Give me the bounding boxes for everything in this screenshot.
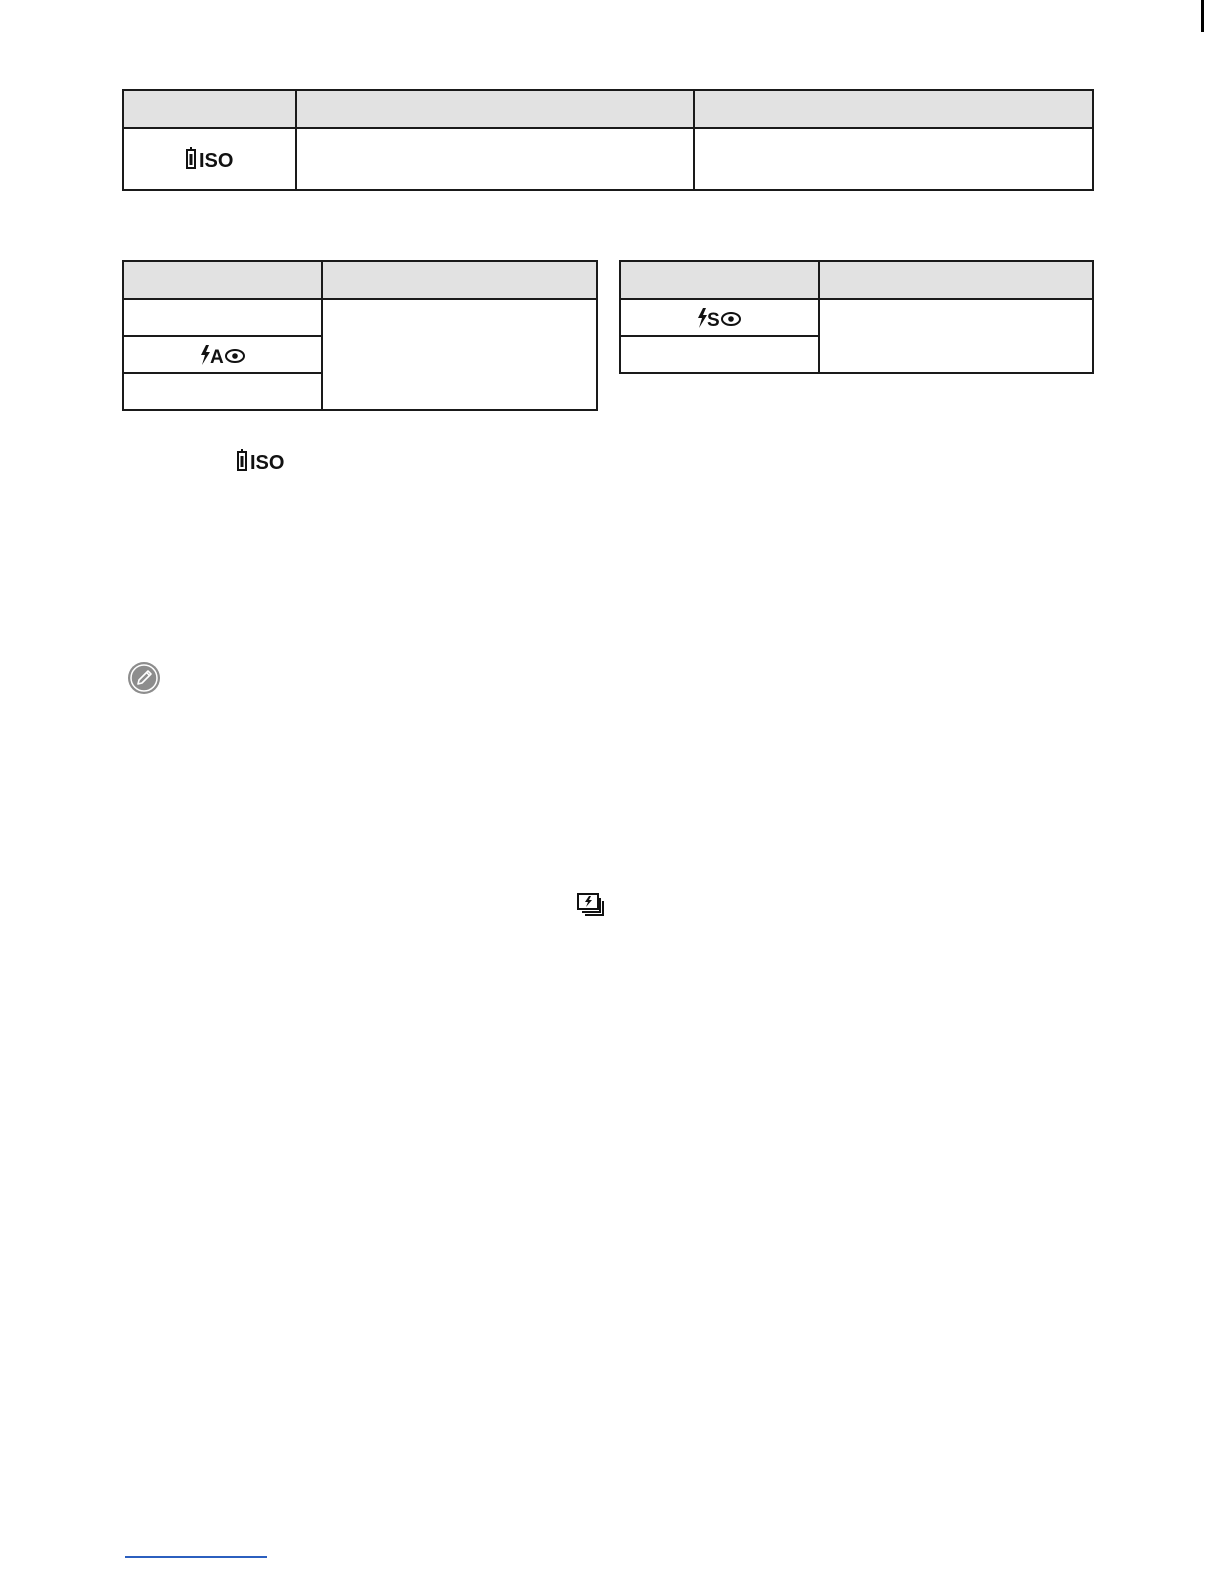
table-row [123,299,597,336]
header-cell [123,261,322,299]
description-cell [819,299,1093,373]
table-row [123,128,1093,190]
table-cell [694,128,1093,190]
header-cell [620,261,819,299]
header-cell [123,90,296,128]
table-header-row [620,261,1093,299]
flash-auto-red-eye-icon [199,344,247,366]
flash-slow-sync-red-eye-icon [696,307,744,329]
flash-burst-icon [576,892,606,918]
table-header-row [123,90,1093,128]
header-cell [322,261,597,299]
svg-text:S: S [706,309,720,329]
symbol-cell [123,373,322,410]
intelligent-iso-icon [236,448,286,474]
header-cell [819,261,1093,299]
svg-text:ISO: ISO [198,150,233,172]
symbol-cell [123,336,322,373]
table-cell [296,128,694,190]
svg-text:ISO: ISO [250,452,285,474]
symbol-cell [123,299,322,336]
symbol-cell [620,299,819,336]
flash-setting-table-left [122,260,598,411]
pencil-note-icon [128,662,160,694]
flash-setting-table-right [619,260,1094,374]
intelligent-iso-icon [185,146,235,172]
header-cell [296,90,694,128]
symbol-cell [123,128,296,190]
page-edge-marker [1201,0,1204,32]
header-cell [694,90,1093,128]
description-cell [322,299,597,410]
svg-text:A: A [209,346,224,366]
iso-sensitivity-table [122,89,1094,191]
table-header-row [123,261,597,299]
footer-link-underline[interactable] [125,1556,267,1558]
symbol-cell [620,336,819,373]
